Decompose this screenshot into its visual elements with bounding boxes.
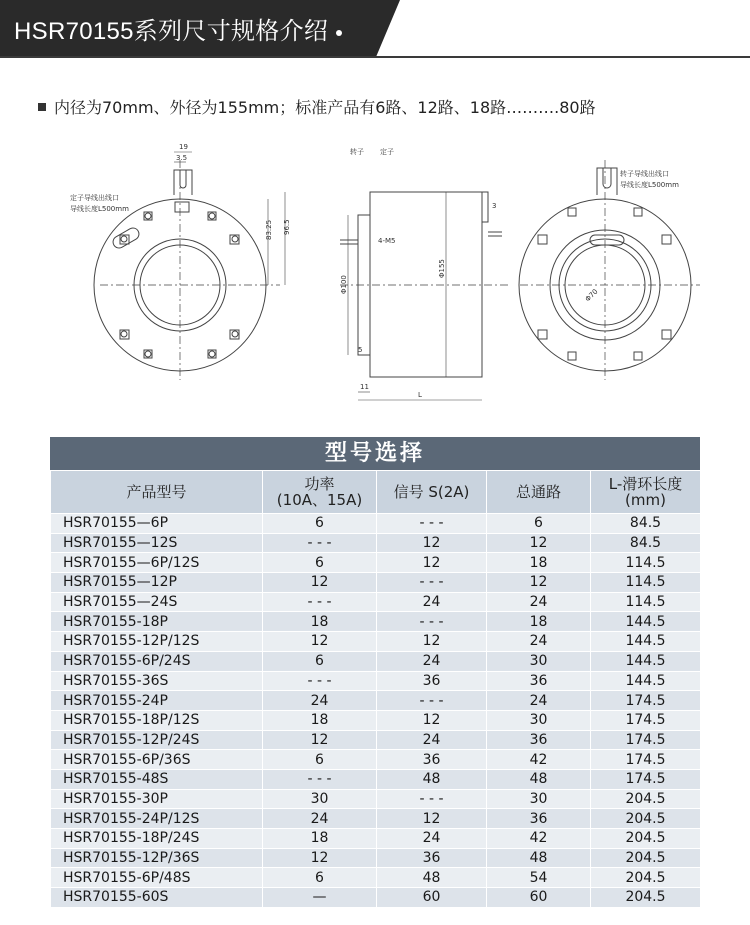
stator-wire-length-label: 导线长度L500mm [70,205,129,213]
rotor-wire-length-label: 导线长度L500mm [620,181,679,189]
table-cell: 12 [377,710,487,730]
table-header-cell: 总通路 [487,471,591,514]
table-cell: 174.5 [591,730,701,750]
model-table [50,470,701,908]
table-cell: 24 [487,632,591,652]
model-cell: HSR70155-18P [51,612,263,632]
table-cell: - - - [377,612,487,632]
dim-phi100: Φ100 [340,275,348,294]
spec-text: 内径为70mm、外径为155mm；标准产品有6路、12路、18路……….80路 [54,98,596,117]
table-row [51,671,701,691]
table-title: 型号选择 [50,437,700,470]
table-cell: 12 [377,553,487,573]
table-cell: 36 [487,730,591,750]
model-cell: HSR70155—24S [51,592,263,612]
table-row [51,868,701,888]
table-row [51,632,701,652]
table-cell: 144.5 [591,612,701,632]
table-cell: - - - [263,769,377,789]
model-cell: HSR70155-12P/36S [51,848,263,868]
table-cell: 36 [377,848,487,868]
model-cell: HSR70155-6P/36S [51,750,263,770]
model-cell: HSR70155-12P/24S [51,730,263,750]
table-row [51,750,701,770]
dim-96-5: 96.5 [283,219,291,235]
model-cell: HSR70155-18P/24S [51,829,263,849]
table-cell: 48 [487,848,591,868]
model-cell: HSR70155-18P/12S [51,710,263,730]
table-cell: 24 [487,691,591,711]
table-cell: 24 [487,592,591,612]
bullet-dot-icon [336,30,342,36]
table-cell: 24 [377,592,487,612]
model-cell: HSR70155-24P [51,691,263,711]
table-cell: 60 [487,888,591,908]
table-cell: 24 [377,651,487,671]
table-cell: 24 [263,809,377,829]
banner-underline [0,56,750,58]
table-row [51,888,701,908]
table-cell: 36 [487,671,591,691]
table-cell: 12 [263,730,377,750]
table-cell: 18 [263,710,377,730]
table-cell: 84.5 [591,533,701,553]
table-cell: - - - [377,789,487,809]
table-cell: 204.5 [591,868,701,888]
table-cell: 24 [377,829,487,849]
table-cell: 60 [377,888,487,908]
drawing-svg [40,140,720,430]
table-cell: 42 [487,750,591,770]
rotor-label: 转子 [350,148,364,156]
table-cell: - - - [263,671,377,691]
stator-outlet-label: 定子导线出线口 [70,194,119,202]
table-row [51,710,701,730]
table-cell: 30 [487,710,591,730]
table-cell: 18 [487,553,591,573]
rotor-outlet-label: 转子导线出线口 [620,170,669,178]
table-cell: 204.5 [591,809,701,829]
table-cell: 174.5 [591,769,701,789]
page-title-text: HSR70155系列尺寸规格介绍 [14,18,329,45]
table-row [51,592,701,612]
table-cell: - - - [377,573,487,593]
table-cell: 174.5 [591,750,701,770]
table-cell: 114.5 [591,592,701,612]
table-cell: 24 [377,730,487,750]
table-cell: - - - [377,514,487,534]
model-cell: HSR70155-30P [51,789,263,809]
table-row [51,769,701,789]
dim-phi155: Φ155 [438,259,446,278]
side-view [340,192,510,400]
table-cell: 6 [263,750,377,770]
table-cell: 174.5 [591,710,701,730]
table-cell: 12 [487,573,591,593]
page-title [14,11,342,46]
table-cell: 144.5 [591,632,701,652]
table-row [51,573,701,593]
table-cell: 36 [377,750,487,770]
technical-drawing [40,140,720,430]
table-cell: 48 [377,769,487,789]
table-header-cell: 信号 S(2A) [377,471,487,514]
table-cell: 174.5 [591,691,701,711]
table-cell: 6 [487,514,591,534]
dim-83-25: 83.25 [265,219,273,240]
table-row [51,514,701,534]
dim-11: 11 [360,383,369,391]
dim-phi70: Φ70 [583,287,600,304]
table-row [51,829,701,849]
table-cell: - - - [263,533,377,553]
table-header-cell: 功率 (10A、15A) [263,471,377,514]
table-cell: 204.5 [591,829,701,849]
table-cell: 30 [263,789,377,809]
model-cell: HSR70155-24P/12S [51,809,263,829]
table-body [51,514,701,908]
table-cell: 30 [487,789,591,809]
table-cell: 6 [263,553,377,573]
model-cell: HSR70155-36S [51,671,263,691]
table-cell: 12 [263,573,377,593]
table-cell: — [263,888,377,908]
table-cell: 144.5 [591,651,701,671]
table-cell: 204.5 [591,789,701,809]
table-cell: 114.5 [591,553,701,573]
table-cell: 12 [377,809,487,829]
table-cell: 24 [263,691,377,711]
table-cell: 114.5 [591,573,701,593]
table-cell: 6 [263,651,377,671]
table-cell: 18 [263,829,377,849]
table-row [51,612,701,632]
table-cell: 36 [487,809,591,829]
table-row [51,789,701,809]
table-cell: 204.5 [591,888,701,908]
dim-L: L [418,391,422,399]
table-cell: 18 [487,612,591,632]
square-bullet-icon [38,103,46,111]
table-row [51,848,701,868]
table-cell: 12 [377,533,487,553]
table-cell: - - - [263,592,377,612]
table-cell: 12 [263,848,377,868]
table-cell: 6 [263,514,377,534]
table-header-cell: 产品型号 [51,471,263,514]
table-cell: - - - [377,691,487,711]
table-cell: 204.5 [591,848,701,868]
model-cell: HSR70155—6P/12S [51,553,263,573]
table-cell: 12 [487,533,591,553]
table-cell: 48 [377,868,487,888]
table-cell: 6 [263,868,377,888]
table-row [51,533,701,553]
dim-4-m5: 4-M5 [378,237,396,245]
model-cell: HSR70155-60S [51,888,263,908]
model-selection-table [50,437,700,908]
model-cell: HSR70155—6P [51,514,263,534]
dim-3: 3 [492,202,497,210]
table-row [51,730,701,750]
spec-line [38,95,596,118]
table-cell: 54 [487,868,591,888]
dim-5: 5 [358,346,363,354]
dim-19: 19 [179,143,188,151]
table-row [51,809,701,829]
model-cell: HSR70155-6P/24S [51,651,263,671]
front-view [94,152,285,380]
model-cell: HSR70155—12S [51,533,263,553]
model-cell: HSR70155-6P/48S [51,868,263,888]
table-row [51,651,701,671]
table-cell: 12 [377,632,487,652]
table-cell: 36 [377,671,487,691]
table-header-cell: L-滑环长度 (mm) [591,471,701,514]
table-cell: 12 [263,632,377,652]
table-cell: 30 [487,651,591,671]
model-cell: HSR70155—12P [51,573,263,593]
table-cell: 84.5 [591,514,701,534]
stator-label: 定子 [380,148,394,156]
model-cell: HSR70155-12P/12S [51,632,263,652]
model-cell: HSR70155-48S [51,769,263,789]
table-cell: 144.5 [591,671,701,691]
header-banner [0,0,750,57]
table-row [51,691,701,711]
rear-view [519,160,700,380]
table-header-row [51,471,701,514]
table-row [51,553,701,573]
table-cell: 18 [263,612,377,632]
dim-3-5: 3.5 [176,154,188,162]
table-cell: 48 [487,769,591,789]
table-cell: 42 [487,829,591,849]
